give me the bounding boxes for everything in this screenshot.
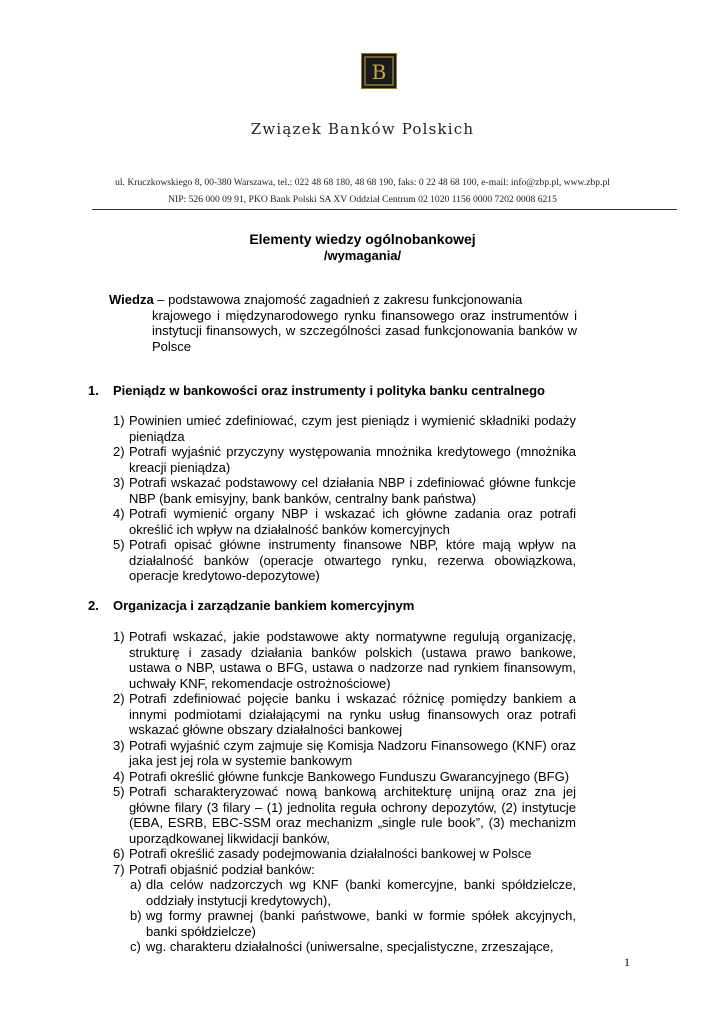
list-item: 3) Potrafi wskazać podstawowy cel działania NBP i zdefiniować główne funkcje NBP (bank emisyjny, bank banków, centralny bank państwa) bbox=[113, 475, 576, 506]
section-number: 2. bbox=[88, 598, 99, 613]
list-item: 4) Potrafi określić główne funkcje Bankowego Funduszu Gwarancyjnego (BFG) bbox=[113, 768, 570, 784]
list-item: 6) Potrafi określić zasady podejmowania działalności bankowej w Polsce bbox=[113, 846, 532, 861]
list-item: 1) Powinien umieć zdefiniować, czym jest pieniądz i wymienić składniki podaży pieniądza bbox=[113, 413, 576, 444]
list-item: 7) Potrafi objaśnić podział banków: bbox=[113, 861, 315, 877]
document-title: Elementy wiedzy ogólnobankowej bbox=[249, 231, 476, 247]
list-item: 4) Potrafi wymienić organy NBP i wskazać ich główne zadania oraz potrafi określić ich wpływ na działalność banków komercyjnych bbox=[113, 506, 576, 537]
address-line-2: NIP: 526 000 09 91, PKO Bank Polski SA XV Oddział Centrum 02 1020 1156 0000 7202 0008 6215 bbox=[168, 194, 557, 205]
section-number: 1. bbox=[88, 383, 99, 398]
list-item: 5) Potrafi scharakteryzować nową bankową architekturę unijną oraz zna jej główne filary (3 filary – (1) jednolita reguła ochrony depozytów, (2) instytucje (EBA, ESRB, EBC-SSM oraz mechanizm „single rule book”, (3) mechanizm uporządkowanej likwidacji banków, bbox=[113, 784, 576, 846]
sub-list-item: c) wg. charakteru działalności (uniwersalne, specjalistyczne, zrzeszające, bbox=[130, 939, 554, 954]
section-heading-2 bbox=[88, 598, 414, 614]
list-item: 2) Potrafi zdefiniować pojęcie banku i wskazać różnicę pomiędzy bankiem a innymi podmiotami działającymi na rynku usług finansowych oraz potrafi wskazać główne obszary działalności bankowej bbox=[113, 691, 576, 737]
intro-paragraph bbox=[109, 292, 577, 354]
org-name: Związek Banków Polskich bbox=[250, 120, 475, 138]
logo-emblem-icon bbox=[362, 54, 396, 88]
section-title: Organizacja i zarządzanie bankiem komercyjnym bbox=[113, 598, 415, 613]
page-number: 1 bbox=[624, 955, 630, 969]
intro-line-1: – podstawowa znajomość zagadnień z zakresu funkcjonowania bbox=[153, 292, 523, 307]
sub-list-item: a) dla celów nadzorczych wg KNF (banki komercyjne, banki spółdzielcze, oddziały instytucji kredytowych), bbox=[130, 877, 576, 908]
address-line-1: ul. Kruczkowskiego 8, 00-380 Warszawa, tel.: 022 48 68 180, 48 68 190, faks: 0 22 48 68 100, e-mail: info@zbp.pl, www.zbp.pl bbox=[115, 177, 610, 188]
section-1-list bbox=[113, 413, 576, 584]
list-item: 2) Potrafi wyjaśnić przyczyny występowania mnożnika kredytowego (mnożnika kreacji pieniądza) bbox=[113, 444, 576, 475]
section-2-list bbox=[113, 629, 576, 955]
intro-continuation: krajowego i międzynarodowego rynku finansowego oraz instrumentów i instytucji finansowych, w szczególności zasad funkcjonowania banków w Polsce bbox=[152, 307, 577, 354]
section-title: Pieniądz w bankowości oraz instrumenty i polityka banku centralnego bbox=[113, 383, 545, 398]
header-divider bbox=[92, 209, 677, 210]
list-item: 3) Potrafi wyjaśnić czym zajmuje się Komisja Nadzoru Finansowego (KNF) oraz jaka jest jej rola w systemie bankowym bbox=[113, 737, 576, 768]
list-item: 1) Potrafi wskazać, jakie podstawowe akty normatywne regulują organizację, strukturę i zasady działania banków polskich (ustawa prawo bankowe, ustawa o NBP, ustawa o BFG, ustawa o nadzorze nad rynkiem finansowym, uchwały KNF, rekomendacje ostrożnościowe) bbox=[113, 629, 576, 691]
logo-letter: B bbox=[371, 60, 387, 84]
sub-list-item: b) wg formy prawnej (banki państwowe, banki w formie spółek akcyjnych, banki spółdzielcze) bbox=[130, 908, 576, 939]
section-heading-1 bbox=[88, 383, 545, 399]
intro-term: Wiedza bbox=[109, 292, 154, 307]
document-subtitle: /wymagania/ bbox=[323, 248, 402, 263]
zbp-logo bbox=[361, 53, 397, 89]
list-item: 5) Potrafi opisać główne instrumenty finansowe NBP, które mają wpływ na działalność banków (operacje otwartego rynku, rezerwa obowiązkowa, operacje kredytowo-depozytowe) bbox=[113, 537, 576, 583]
